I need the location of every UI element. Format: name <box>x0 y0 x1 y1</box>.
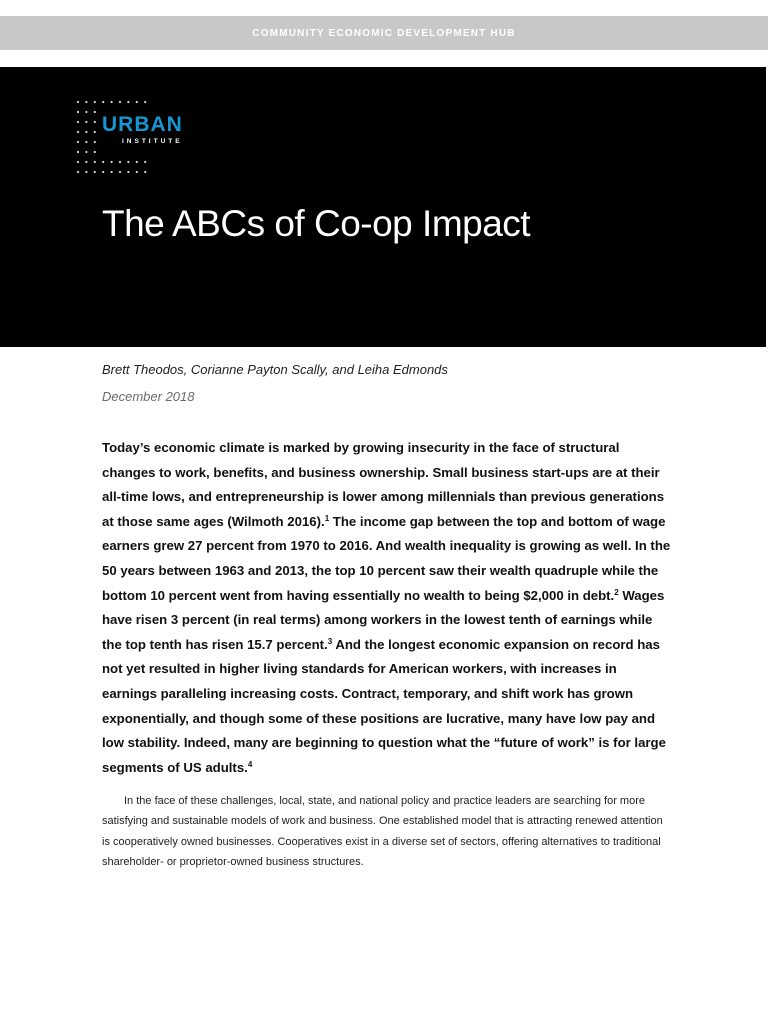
logo-dot <box>94 161 96 163</box>
logo-dot <box>85 121 87 123</box>
lead-text-1: Today’s economic climate is marked by growing insecurity in the face of structural changes to work, benefits, and business ownership. Small business start-ups are at their all-time lows, and entrepreneurship is lower among millennials than previous generations at those same ages (Wilmoth 2016). <box>102 440 665 529</box>
logo-dot <box>102 101 104 103</box>
logo-dot <box>77 161 79 163</box>
lead-paragraph <box>102 436 672 780</box>
logo-dot <box>136 161 138 163</box>
logo-dot <box>127 161 129 163</box>
logo-dot <box>85 161 87 163</box>
hub-label: COMMUNITY ECONOMIC DEVELOPMENT HUB <box>252 27 516 39</box>
logo-dot <box>119 161 121 163</box>
logo-dot <box>94 131 96 133</box>
logo-dot <box>94 141 96 143</box>
logo-dot <box>85 101 87 103</box>
logo-dot <box>136 101 138 103</box>
logo-dot <box>77 141 79 143</box>
logo-dot <box>111 101 113 103</box>
logo-dot <box>127 101 129 103</box>
logo-dot <box>94 111 96 113</box>
logo-subtitle: INSTITUTE <box>122 138 183 145</box>
footnote-ref-4[interactable]: 4 <box>247 759 253 769</box>
logo-dot <box>119 171 121 173</box>
logo-dot <box>119 101 121 103</box>
authors: Brett Theodos, Corianne Payton Scally, and Leiha Edmonds <box>102 362 448 377</box>
logo-dot <box>77 151 79 153</box>
footnote-ref-3[interactable]: 3 <box>327 636 333 646</box>
page-title: The ABCs of Co-op Impact <box>102 203 531 244</box>
logo-dot <box>77 121 79 123</box>
logo-dot <box>85 171 87 173</box>
logo-dot <box>136 171 138 173</box>
logo-dot <box>77 131 79 133</box>
logo-dot <box>85 111 87 113</box>
logo-dot <box>94 171 96 173</box>
hub-banner <box>0 16 768 50</box>
logo-dot <box>77 171 79 173</box>
logo-dot <box>94 101 96 103</box>
logo-dot <box>94 121 96 123</box>
logo-dot <box>144 161 146 163</box>
logo-dot <box>144 101 146 103</box>
logo-dot <box>85 141 87 143</box>
lead-text-2: The income gap between the top and bottom of wage earners grew 27 percent from 1970 to 2016. And wealth inequality is growing as well. In the 50 years between 1963 and 2013, the top 10 percent saw their wealth quadruple while the bottom 10 percent went from having essentially no wealth to being $2,000 in debt. <box>102 513 671 603</box>
logo-dot <box>144 171 146 173</box>
urban-institute-logo <box>76 100 206 176</box>
logo-dot <box>111 161 113 163</box>
publication-date: December 2018 <box>102 389 195 404</box>
lead-text-3: Wages have risen 3 percent (in real terms) among workers in the lowest tenth of earnings while the top tenth has risen 15.7 percent. <box>102 587 665 652</box>
logo-dot <box>77 111 79 113</box>
body-paragraph: In the face of these challenges, local, state, and national policy and practice leaders are searching for more satisfying and sustainable models of work and business. One established model that is attracting renewed attention is cooperatively owned businesses. Cooperatives exist in a diverse set of sectors, offering alternatives to traditional shareholder- or proprietor-owned business structures. <box>102 795 663 869</box>
logo-dot <box>102 171 104 173</box>
logo-word: URBAN <box>102 113 183 136</box>
footnote-ref-2[interactable]: 2 <box>614 587 619 597</box>
logo-dot <box>102 161 104 163</box>
logo-dot <box>111 171 113 173</box>
logo-dot <box>85 151 87 153</box>
logo-dot <box>94 151 96 153</box>
logo-dot <box>127 171 129 173</box>
logo-dot <box>85 131 87 133</box>
logo-dot <box>77 101 79 103</box>
footnote-ref-1[interactable]: 1 <box>324 513 330 523</box>
lead-text-4: And the longest economic expansion on record has not yet resulted in higher living standards for American workers, with increases in earnings paralleling increasing costs. Contract, temporary, and shift work has grown exponentially, and though some of these positions are lucrative, many have low pay and low stability. Indeed, many are beginning to question what the “future of work” is for large segments of US adults. <box>102 636 666 775</box>
